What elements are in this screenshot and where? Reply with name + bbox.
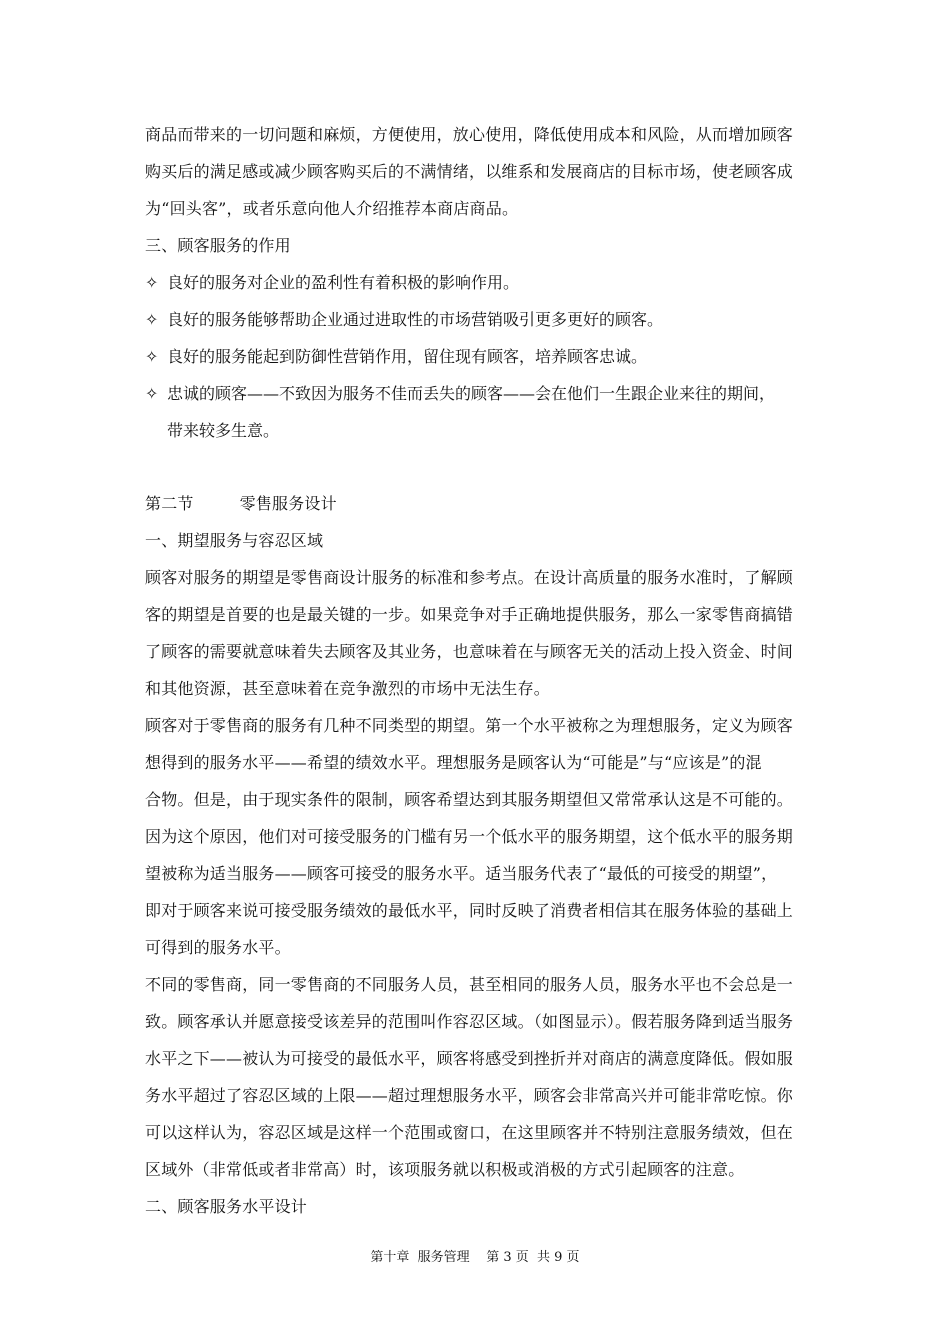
bullet-text: 良好的服务能够帮助企业通过进取性的市场营销吸引更多更好的顾客。: [167, 310, 664, 329]
bullet-item: [145, 264, 811, 301]
bullet-item: [145, 375, 811, 412]
bullet-text: 良好的服务能起到防御性营销作用，留住现有顾客，培养顾客忠诚。: [167, 347, 648, 366]
subsection-heading-service-level-design: 二、顾客服务水平设计: [145, 1197, 308, 1216]
page-body: [145, 116, 811, 1225]
text-line: 合物。但是，由于现实条件的限制，顾客希望达到其服务期望但又常常承认这是不可能的。: [145, 790, 794, 809]
paragraph-tolerance-zone: [145, 966, 811, 1188]
bullet-continuation: 带来较多生意。: [167, 421, 280, 440]
text-line: 水平之下——被认为可接受的最低水平，顾客将感受到挫折并对商店的满意度降低。假如服: [145, 1049, 794, 1068]
text-line: 可得到的服务水平。: [145, 938, 291, 957]
text-line: 了顾客的需要就意味着失去顾客及其业务，也意味着在与顾客无关的活动上投入资金、时间: [145, 642, 794, 661]
bullet-text: 忠诚的顾客——不致因为服务不佳而丢失的顾客——会在他们一生跟企业来往的期间，: [167, 384, 776, 403]
intro-paragraph: [145, 116, 811, 227]
text-line: 为“回头客”，或者乐意向他人介绍推荐本商店商品。: [145, 199, 519, 218]
text-line: 购买后的满足感或减少顾客购买后的不满情绪，以维系和发展商店的目标市场，使老顾客成: [145, 162, 794, 181]
diamond-bullet-icon: ✧: [145, 273, 159, 292]
text-line: 即对于顾客来说可接受服务绩效的最低水平，同时反映了消费者相信其在服务体验的基础上: [145, 901, 794, 920]
text-line: 不同的零售商，同一零售商的不同服务人员，甚至相同的服务人员，服务水平也不会总是一: [145, 975, 794, 994]
text-line: 和其他资源，甚至意味着在竞争激烈的市场中无法生存。: [145, 679, 551, 698]
text-line: 可以这样认为，容忍区域是这样一个范围或窗口，在这里顾客并不特别注意服务绩效，但在: [145, 1123, 794, 1142]
section-title: 零售服务设计: [239, 494, 337, 513]
text-line: 区域外（非常低或者非常高）时，该项服务就以积极或消极的方式引起顾客的注意。: [145, 1160, 745, 1179]
diamond-bullet-icon: ✧: [145, 384, 159, 403]
paragraph-expectation: [145, 559, 811, 707]
text-line: 致。顾客承认并愿意接受该差异的范围叫作容忍区域。（如图显示）。假若服务降到适当服务: [145, 1012, 794, 1031]
diamond-bullet-icon: ✧: [145, 310, 159, 329]
text-line: 顾客对服务的期望是零售商设计服务的标准和参考点。在设计高质量的服务水准时，了解顾: [145, 568, 794, 587]
section-number: 第二节: [145, 494, 194, 513]
text-line: 想得到的服务水平——希望的绩效水平。理想服务是顾客认为“可能是”与“应该是”的混: [145, 753, 762, 772]
subsection-heading-expected-service: 一、期望服务与容忍区域: [145, 531, 324, 550]
diamond-bullet-icon: ✧: [145, 347, 159, 366]
text-line: 因为这个原因，他们对可接受服务的门槛有另一个低水平的服务期望，这个低水平的服务期: [145, 827, 794, 846]
spacer: [145, 449, 811, 485]
bullet-item: [145, 301, 811, 338]
section-heading-role-of-service: 三、顾客服务的作用: [145, 236, 291, 255]
bullet-list: [145, 264, 811, 449]
text-line: 务水平超过了容忍区域的上限——超过理想服务水平，顾客会非常高兴并可能非常吃惊。你: [145, 1086, 794, 1105]
text-line: 商品而带来的一切问题和麻烦，方便使用，放心使用，降低使用成本和风险，从而增加顾客: [145, 125, 794, 144]
text-line: 顾客对于零售商的服务有几种不同类型的期望。第一个水平被称之为理想服务，定义为顾客: [145, 716, 794, 735]
bullet-text: 良好的服务对企业的盈利性有着积极的影响作用。: [167, 273, 520, 292]
text-line: 望被称为适当服务——顾客可接受的服务水平。适当服务代表了“最低的可接受的期望”，: [145, 864, 778, 883]
page-footer: 第十章 服务管理 第 3 页 共 9 页: [370, 1250, 580, 1265]
bullet-item: [145, 338, 811, 375]
paragraph-expectation-types: [145, 707, 811, 966]
chapter-section-title: [145, 485, 811, 522]
text-line: 客的期望是首要的也是最关键的一步。如果竞争对手正确地提供服务，那么一家零售商搞错: [145, 605, 794, 624]
